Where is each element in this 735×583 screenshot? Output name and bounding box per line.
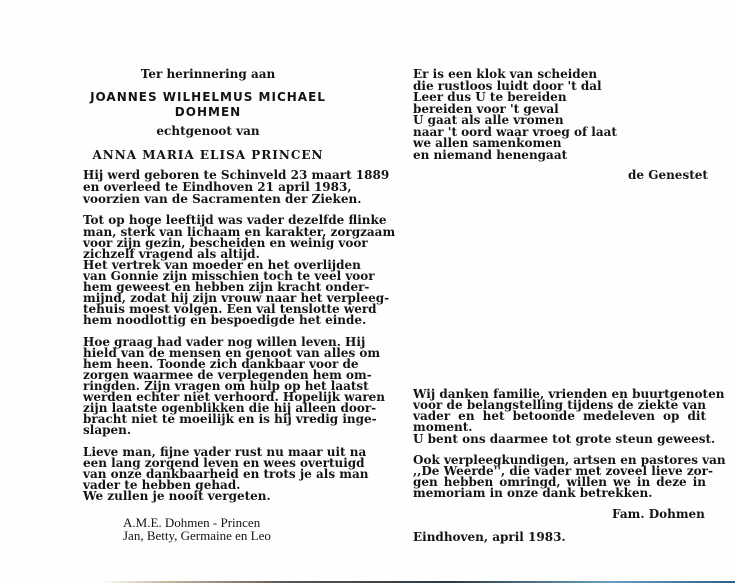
paragraph-line: bracht niet te moeilijk en is hij vredig inge- xyxy=(83,412,377,426)
paragraph-line: moment. xyxy=(413,420,473,434)
poem-line: naar 't oord waar vroeg of laat xyxy=(413,125,617,139)
paragraph-line: memoriam in onze dank betrekken. xyxy=(413,486,653,500)
poem-line: bereiden voor 't geval xyxy=(413,102,559,116)
paragraph-line: hem geweest en hebben zijn kracht onder- xyxy=(83,280,370,294)
intro-text: Ter herinnering aan xyxy=(140,67,276,81)
deceased-name-line2: DOHMEN xyxy=(174,105,242,119)
place-date: Eindhoven, april 1983. xyxy=(413,530,566,544)
paragraph-line: mijnd, zodat hij zijn vrouw naar het verpleeg- xyxy=(83,291,390,305)
paragraph-line: vader en het betoonde medeleven op dit xyxy=(413,409,706,423)
paragraph-line: Hoe graag had vader nog willen leven. Hij xyxy=(83,335,366,349)
paragraph-line: Het vertrek van moeder en het overlijden xyxy=(83,258,361,272)
paragraph-line: zijn laatste ogenblikken die hij alleen door- xyxy=(83,401,377,415)
paragraph-line: een lang zorgend leven en wees overtuigd xyxy=(83,456,365,470)
paragraph-line: en overleed te Eindhoven 21 april 1983, xyxy=(83,180,352,194)
paragraph-line: Ook verpleegkundigen, artsen en pastores van xyxy=(413,453,726,467)
spouse-name: ANNA MARIA ELISA PRINCEN xyxy=(92,148,324,162)
paragraph-line: hem heen. Toonde zich dankbaar voor de xyxy=(83,357,359,371)
paragraph-line: vader te hebben gehad. xyxy=(83,478,241,492)
deceased-name-line1: JOANNES WILHELMUS MICHAEL xyxy=(90,90,326,104)
spouse-intro-text: echtgenoot van xyxy=(156,124,260,138)
paragraph-line: Hij werd geboren te Schinveld 23 maart 1889 xyxy=(83,168,390,182)
paragraph-line: slapen. xyxy=(83,423,132,437)
paragraph-line: hem noodlottig en bespoedigde het einde. xyxy=(83,313,367,327)
paragraph-line: zichzelf vragend als altijd. xyxy=(83,247,260,261)
paragraph-line: tehuis moest volgen. Een val tenslotte werd xyxy=(83,302,377,316)
paragraph-line: Wij danken familie, vrienden en buurtgenoten xyxy=(413,387,725,401)
poem-author: de Genestet xyxy=(628,168,708,182)
paragraph-line: hield van de mensen en genoot van alles om xyxy=(83,346,381,360)
paragraph-line: gen hebben omringd, willen we in deze in xyxy=(413,475,706,489)
paragraph-line: U bent ons daarmee tot grote steun geweest. xyxy=(413,432,716,446)
fam-signature: Fam. Dohmen xyxy=(612,507,705,521)
paragraph-line: ,,De Weerde'', die vader met zoveel lieve zor- xyxy=(413,464,713,478)
signature-line: Jan, Betty, Germaine en Leo xyxy=(123,528,271,543)
paragraph-line: Tot op hoge leeftijd was vader dezelfde flinke xyxy=(83,213,387,227)
paragraph-line: man, sterk van lichaam en karakter, zorgzaam xyxy=(83,225,396,239)
poem-line: Er is een klok van scheiden xyxy=(413,67,598,81)
paragraph-line: voorzien van de Sacramenten der Zieken. xyxy=(83,192,362,206)
paragraph-line: We zullen je nooit vergeten. xyxy=(83,489,271,503)
paragraph-line: voor zijn gezin, bescheiden en weinig voor xyxy=(83,236,368,250)
poem-line: U gaat als alle vromen xyxy=(413,113,564,127)
poem-line: we allen samenkomen xyxy=(413,136,562,150)
poem-line: die rustloos luidt door 't dal xyxy=(413,79,602,93)
paragraph-line: voor de belangstelling tijdens de ziekte van xyxy=(413,398,706,412)
poem-line: en niemand henengaat xyxy=(413,148,568,162)
paragraph-line: ringden. Zijn vragen om hulp op het laatst xyxy=(83,379,369,393)
paragraph-line: van onze dankbaarheid en trots je als man xyxy=(83,467,369,481)
poem-line: Leer dus U te bereiden xyxy=(413,90,567,104)
paragraph-line: zorgen waarmee de verplegenden hem om- xyxy=(83,368,372,382)
paragraph-line: werden echter niet verhoord. Hopelijk waren xyxy=(83,390,386,404)
paragraph-line: Lieve man, fijne vader rust nu maar uit na xyxy=(83,445,367,459)
signature-line: A.M.E. Dohmen - Princen xyxy=(123,515,261,530)
paragraph-line: van Gonnie zijn misschien toch te veel voor xyxy=(83,269,375,283)
